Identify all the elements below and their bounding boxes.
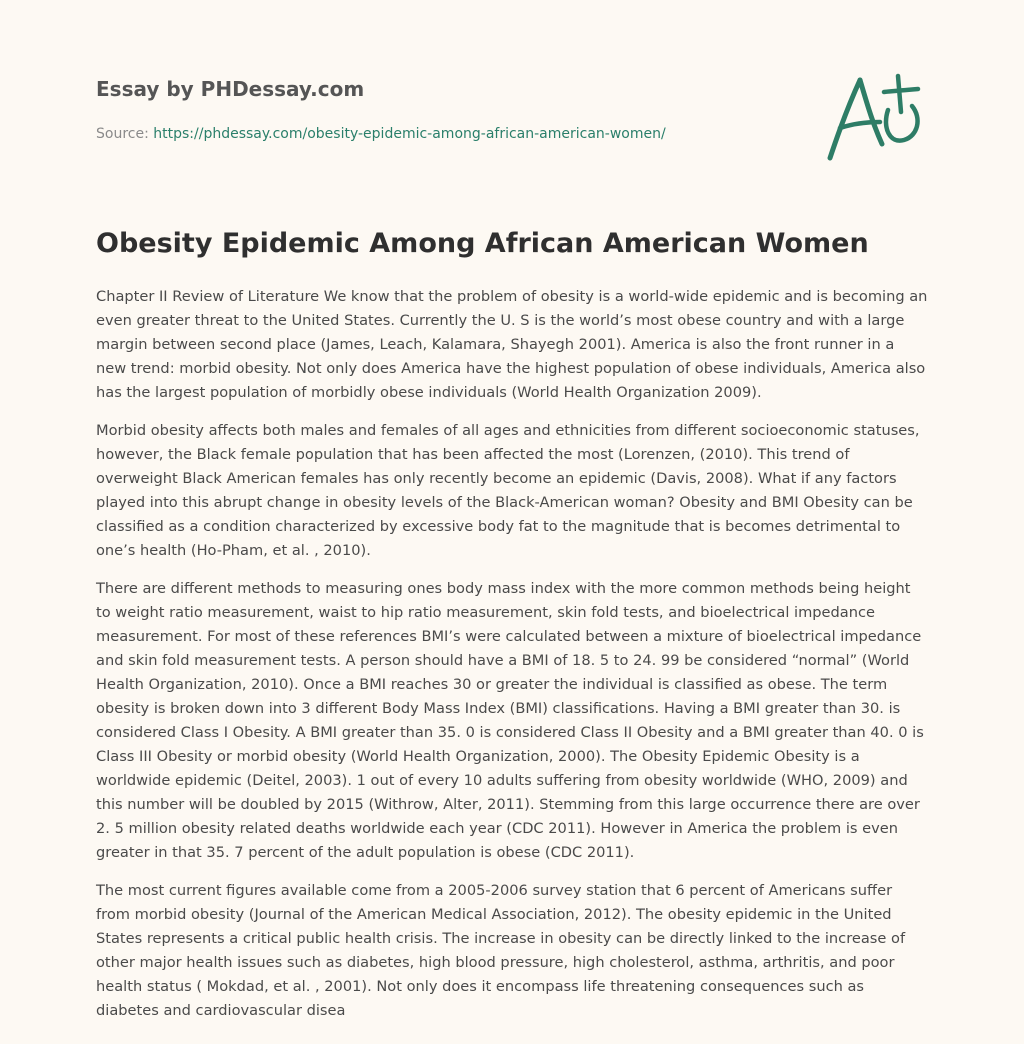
source-label: Source:	[96, 126, 154, 142]
paragraph: The most current figures available come from a 2005-2006 survey station that 6 percent of Americans suffer from morbid obesity (Journal of the American Medical Association, 2012). The obesity epidemic in the United States represents a critical public health crisis. The increase in obesity can be directly linked to the increase of other major health issues such as diabetes, high blood pressure, high cholesterol, asthma, arthritis, and poor health status ( Mokdad, et al. , 2001). Not only does it encompass life threatening consequences such as diabetes and cardiovascular disea	[96, 882, 906, 1019]
source-link[interactable]: https://phdessay.com/obesity-epidemic-among-african-american-women/	[153, 126, 666, 142]
page-header	[96, 74, 796, 144]
a-plus-logo-icon	[822, 66, 934, 166]
document-title: Obesity Epidemic Among African American Women	[96, 228, 869, 259]
paragraph: Chapter II Review of Literature We know that the problem of obesity is a world-wide epidemic and is becoming an even greater threat to the United States. Currently the U. S is the world’s most obese country and with a large margin between second place (James, Leach, Kalamara, Shayegh 2001). America is also the front runner in a new trend: morbid obesity. Not only does America have the highest population of obese individuals, America also has the largest population of morbidly obese individuals (World Health Organization 2009).	[96, 288, 928, 401]
site-title: Essay by PHDessay.com	[96, 77, 365, 101]
paragraph: There are different methods to measuring ones body mass index with the more common methods being height to weight ratio measurement, waist to hip ratio measurement, skin fold tests, and bioelectrical impedance measurement. For most of these references BMI’s were calculated between a mixture of bioelectrical impedance and skin fold measurement tests. A person should have a BMI of 18. 5 to 24. 99 be considered “normal” (World Health Organization, 2010). Once a BMI reaches 30 or greater the individual is classified as obese. The term obesity is broken down into 3 different Body Mass Index (BMI) classifications. Having a BMI greater than 30. is considered Class I Obesity. A BMI greater than 35. 0 is considered Class II Obesity and a BMI greater than 40. 0 is Class III Obesity or morbid obesity (World Health Organization, 2000). The Obesity Epidemic Obesity is a worldwide epidemic (Deitel, 2003). 1 out of every 10 adults suffering from obesity worldwide (WHO, 2009) and this number will be doubled by 2015 (Withrow, Alter, 2011). Stemming from this large occurrence there are over 2. 5 million obesity related deaths worldwide each year (CDC 2011). However in America the problem is even greater in that 35. 7 percent of the adult population is obese (CDC 2011).	[96, 580, 924, 861]
essay-body	[96, 285, 928, 1037]
paragraph: Morbid obesity affects both males and females of all ages and ethnicities from different socioeconomic statuses, however, the Black female population that has been affected the most (Lorenzen, (2010). This trend of overweight Black American females has only recently become an epidemic (Davis, 2008). What if any factors played into this abrupt change in obesity levels of the Black-American woman? Obesity and BMI Obesity can be classified as a condition characterized by excessive body fat to the magnitude that is becomes detrimental to one’s health (Ho-Pham, et al. , 2010).	[96, 422, 920, 559]
source-line	[96, 124, 796, 144]
